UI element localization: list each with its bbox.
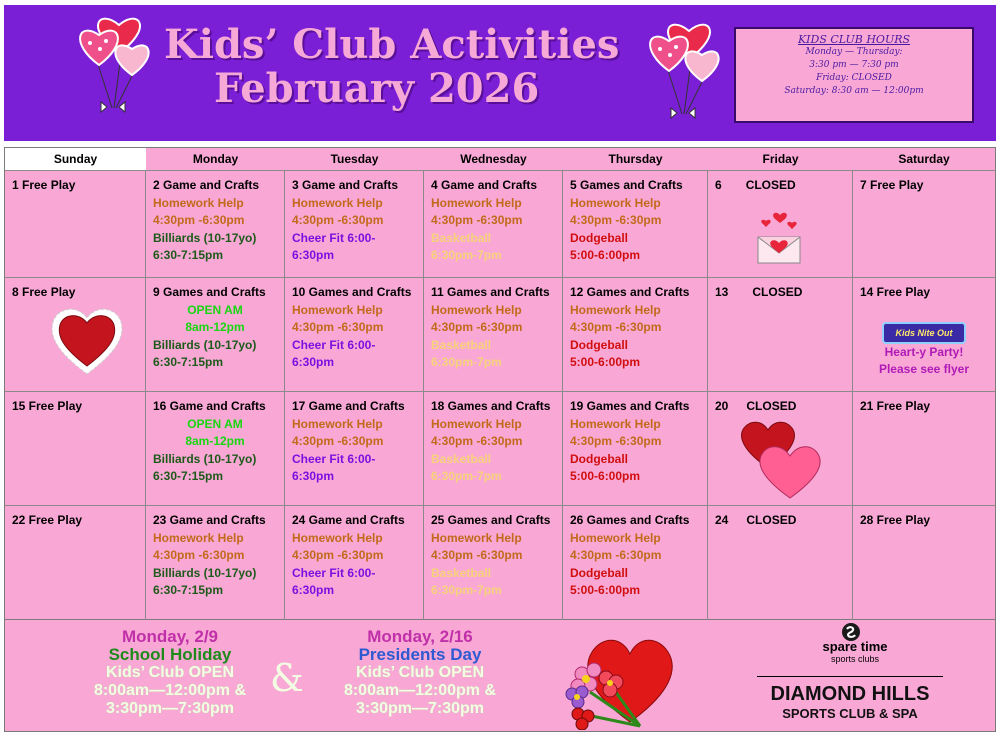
two-hearts-icon	[738, 416, 822, 500]
homework-help: Homework Help	[570, 416, 661, 431]
day-cell	[708, 392, 853, 506]
day-label: 3 Game and Crafts	[292, 178, 399, 192]
day-cell	[424, 278, 563, 392]
day-cell	[146, 171, 285, 278]
footer-panel	[4, 620, 996, 732]
billiards: Billiards (10-17yo)	[153, 451, 257, 466]
day-number: 20	[715, 399, 729, 413]
holiday-text: 8:00am—12:00pm &	[93, 682, 247, 699]
holiday-date: Monday, 2/9	[121, 627, 219, 646]
header-banner	[4, 5, 996, 141]
cheer-fit-time: 6:30pm	[292, 248, 335, 262]
holiday-notice-left	[55, 628, 285, 718]
billiards: Billiards (10-17yo)	[153, 230, 257, 245]
homework-time: 4:30pm -6:30pm	[570, 320, 662, 334]
kids-nite-out-badge	[882, 322, 966, 344]
day-cell	[563, 278, 708, 392]
party-line: Heart-y Party!	[884, 344, 964, 359]
homework-time: 4:30pm -6:30pm	[292, 320, 384, 334]
day-header-wednesday: Wednesday	[460, 152, 527, 166]
day-cell	[424, 392, 563, 506]
day-cell	[563, 171, 708, 278]
day-label: 5 Games and Crafts	[570, 178, 683, 192]
homework-help: Homework Help	[431, 416, 522, 431]
day-label: 12 Games and Crafts	[570, 285, 690, 299]
day-label: 25 Games and Crafts	[431, 513, 551, 527]
dodgeball: Dodgeball	[570, 337, 629, 352]
day-label: 8 Free Play	[12, 285, 76, 299]
day-cell	[708, 506, 853, 620]
day-label: 15 Free Play	[12, 399, 83, 413]
day-header-monday: Monday	[192, 152, 239, 166]
holiday-date: Monday, 2/16	[367, 627, 473, 646]
homework-help: Homework Help	[292, 195, 383, 210]
day-label: 23 Game and Crafts	[153, 513, 266, 527]
closed-label: CLOSED	[746, 513, 797, 527]
heart-flowers-icon	[560, 622, 690, 730]
dodgeball-time: 5:00-6:00pm	[570, 583, 641, 597]
day-number: 24	[715, 513, 729, 527]
homework-help: Homework Help	[292, 416, 383, 431]
day-label: 11 Games and Crafts	[431, 285, 550, 299]
homework-time: 4:30pm -6:30pm	[153, 548, 245, 562]
open-am: OPEN AM	[187, 416, 243, 431]
day-cell	[563, 506, 708, 620]
day-label: 21 Free Play	[860, 399, 931, 413]
billiards-time: 6:30-7:15pm	[153, 583, 224, 597]
basketball: Basketball	[431, 337, 492, 352]
holiday-text: 8:00am—12:00pm &	[343, 682, 497, 699]
day-cell	[5, 278, 146, 392]
holiday-text: Kids’ Club OPEN	[355, 664, 484, 681]
day-label: 9 Games and Crafts	[153, 285, 266, 299]
cheer-fit: Cheer Fit 6:00-	[292, 451, 376, 466]
day-cell	[5, 506, 146, 620]
homework-help: Homework Help	[292, 530, 383, 545]
billiards-time: 6:30-7:15pm	[153, 248, 224, 262]
basketball-time: 6:30pm-7pm	[431, 469, 502, 483]
cheer-fit: Cheer Fit 6:00-	[292, 565, 376, 580]
homework-help: Homework Help	[570, 195, 661, 210]
day-label: 4 Game and Crafts	[431, 178, 538, 192]
basketball: Basketball	[431, 565, 492, 580]
ampersand: &	[270, 656, 304, 700]
homework-help: Homework Help	[153, 195, 244, 210]
closed-label: CLOSED	[752, 285, 803, 299]
basketball: Basketball	[431, 451, 492, 466]
dodgeball-time: 5:00-6:00pm	[570, 248, 641, 262]
day-label: 22 Free Play	[12, 513, 83, 527]
cheer-fit-time: 6:30pm	[292, 469, 335, 483]
brand-main: DIAMOND HILLS	[770, 683, 930, 705]
billiards: Billiards (10-17yo)	[153, 337, 257, 352]
day-header-thursday: Thursday	[608, 152, 663, 166]
basketball-time: 6:30pm-7pm	[431, 248, 502, 262]
day-cell	[285, 392, 424, 506]
cheer-fit: Cheer Fit 6:00-	[292, 230, 376, 245]
heart-balloons-left-icon	[74, 13, 164, 123]
open-time: 8am-12pm	[185, 434, 245, 448]
brand-tagline: SPORTS CLUB & SPA	[782, 706, 918, 721]
homework-help: Homework Help	[431, 302, 522, 317]
brand-divider	[757, 676, 943, 677]
homework-time: 4:30pm -6:30pm	[292, 548, 384, 562]
title-line-1: Kids’ Club Activities	[164, 21, 620, 68]
day-label: 26 Games and Crafts	[570, 513, 690, 527]
day-cell	[424, 171, 563, 278]
homework-time: 4:30pm -6:30pm	[292, 213, 384, 227]
basketball: Basketball	[431, 230, 492, 245]
billiards: Billiards (10-17yo)	[153, 565, 257, 580]
cheer-fit-time: 6:30pm	[292, 583, 335, 597]
day-cell	[708, 278, 853, 392]
day-label: 7 Free Play	[860, 178, 924, 192]
homework-time: 4:30pm -6:30pm	[570, 548, 662, 562]
homework-time: 4:30pm -6:30pm	[570, 434, 662, 448]
day-cell	[853, 278, 995, 392]
dodgeball: Dodgeball	[570, 451, 629, 466]
party-line: Please see flyer	[878, 362, 970, 376]
homework-help: Homework Help	[153, 530, 244, 545]
homework-time: 4:30pm -6:30pm	[292, 434, 384, 448]
day-label: 14 Free Play	[860, 285, 931, 299]
brand-subtitle: sports clubs	[830, 654, 880, 664]
day-cell	[146, 506, 285, 620]
homework-help: Homework Help	[570, 302, 661, 317]
homework-time: 4:30pm -6:30pm	[431, 213, 523, 227]
title-line-2: February 2026	[214, 65, 540, 112]
homework-help: Homework Help	[570, 530, 661, 545]
hours-line: Monday — Thursday:	[805, 47, 903, 57]
club-hours-box	[734, 27, 974, 123]
homework-time: 4:30pm -6:30pm	[431, 434, 523, 448]
diamond-hills-brand	[745, 682, 955, 722]
day-label: 2 Game and Crafts	[153, 178, 260, 192]
day-header-saturday: Saturday	[898, 152, 950, 166]
holiday-text: Kids’ Club OPEN	[105, 664, 234, 681]
day-label: 18 Games and Crafts	[431, 399, 551, 413]
dodgeball: Dodgeball	[570, 565, 629, 580]
calendar-grid	[4, 147, 996, 620]
day-number: 6	[715, 178, 722, 192]
day-cell	[424, 506, 563, 620]
day-label: 10 Games and Crafts	[292, 285, 412, 299]
love-letter-icon	[754, 207, 804, 265]
spare-time-brand	[785, 640, 925, 664]
day-header-tuesday: Tuesday	[330, 152, 379, 166]
day-cell	[285, 506, 424, 620]
day-cell	[708, 171, 853, 278]
homework-time: 4:30pm -6:30pm	[431, 320, 523, 334]
cheer-fit: Cheer Fit 6:00-	[292, 337, 376, 352]
heart-balloons-right-icon	[644, 19, 734, 129]
hours-line: 3:30 pm — 7:30 pm	[809, 60, 899, 70]
day-header-friday: Friday	[762, 152, 799, 166]
billiards-time: 6:30-7:15pm	[153, 469, 224, 483]
day-cell	[5, 392, 146, 506]
day-cell	[563, 392, 708, 506]
basketball-time: 6:30pm-7pm	[431, 355, 502, 369]
day-cell	[853, 392, 995, 506]
day-number: 13	[715, 285, 729, 299]
day-header-sunday: Sunday	[5, 148, 146, 170]
hours-title: KIDS CLUB HOURS	[797, 33, 911, 46]
homework-help: Homework Help	[431, 530, 522, 545]
open-time: 8am-12pm	[185, 320, 245, 334]
day-cell	[853, 506, 995, 620]
holiday-name: School Holiday	[108, 645, 232, 664]
homework-help: Homework Help	[292, 302, 383, 317]
holiday-text: 3:30pm—7:30pm	[355, 700, 485, 717]
day-cell	[853, 171, 995, 278]
day-cell	[285, 278, 424, 392]
dodgeball-time: 5:00-6:00pm	[570, 469, 641, 483]
day-cell	[5, 171, 146, 278]
closed-label: CLOSED	[746, 399, 797, 413]
day-cell	[146, 278, 285, 392]
closed-label: CLOSED	[745, 178, 796, 192]
badge-label: Kids Nite Out	[895, 327, 953, 338]
homework-time: 4:30pm -6:30pm	[153, 213, 245, 227]
dodgeball: Dodgeball	[570, 230, 629, 245]
lace-heart-icon	[49, 304, 125, 376]
homework-help: Homework Help	[431, 195, 522, 210]
holiday-notice-right	[305, 628, 535, 718]
basketball-time: 6:30pm-7pm	[431, 583, 502, 597]
day-label: 28 Free Play	[860, 513, 931, 527]
dodgeball-time: 5:00-6:00pm	[570, 355, 641, 369]
billiards-time: 6:30-7:15pm	[153, 355, 224, 369]
day-label: 16 Game and Crafts	[153, 399, 266, 413]
homework-time: 4:30pm -6:30pm	[431, 548, 523, 562]
holiday-name: Presidents Day	[358, 645, 482, 664]
hours-line: Friday: CLOSED	[816, 73, 892, 83]
hours-line: Saturday: 8:30 am — 12:00pm	[784, 86, 924, 96]
holiday-text: 3:30pm—7:30pm	[105, 700, 235, 717]
open-am: OPEN AM	[187, 302, 243, 317]
day-cell	[146, 392, 285, 506]
day-label: 24 Game and Crafts	[292, 513, 405, 527]
cheer-fit-time: 6:30pm	[292, 355, 335, 369]
day-label: 17 Game and Crafts	[292, 399, 405, 413]
day-cell	[285, 171, 424, 278]
day-label: 19 Games and Crafts	[570, 399, 690, 413]
page-title	[164, 23, 644, 111]
homework-time: 4:30pm -6:30pm	[570, 213, 662, 227]
day-label: 1 Free Play	[12, 178, 76, 192]
brand-name: spare time	[822, 639, 888, 654]
